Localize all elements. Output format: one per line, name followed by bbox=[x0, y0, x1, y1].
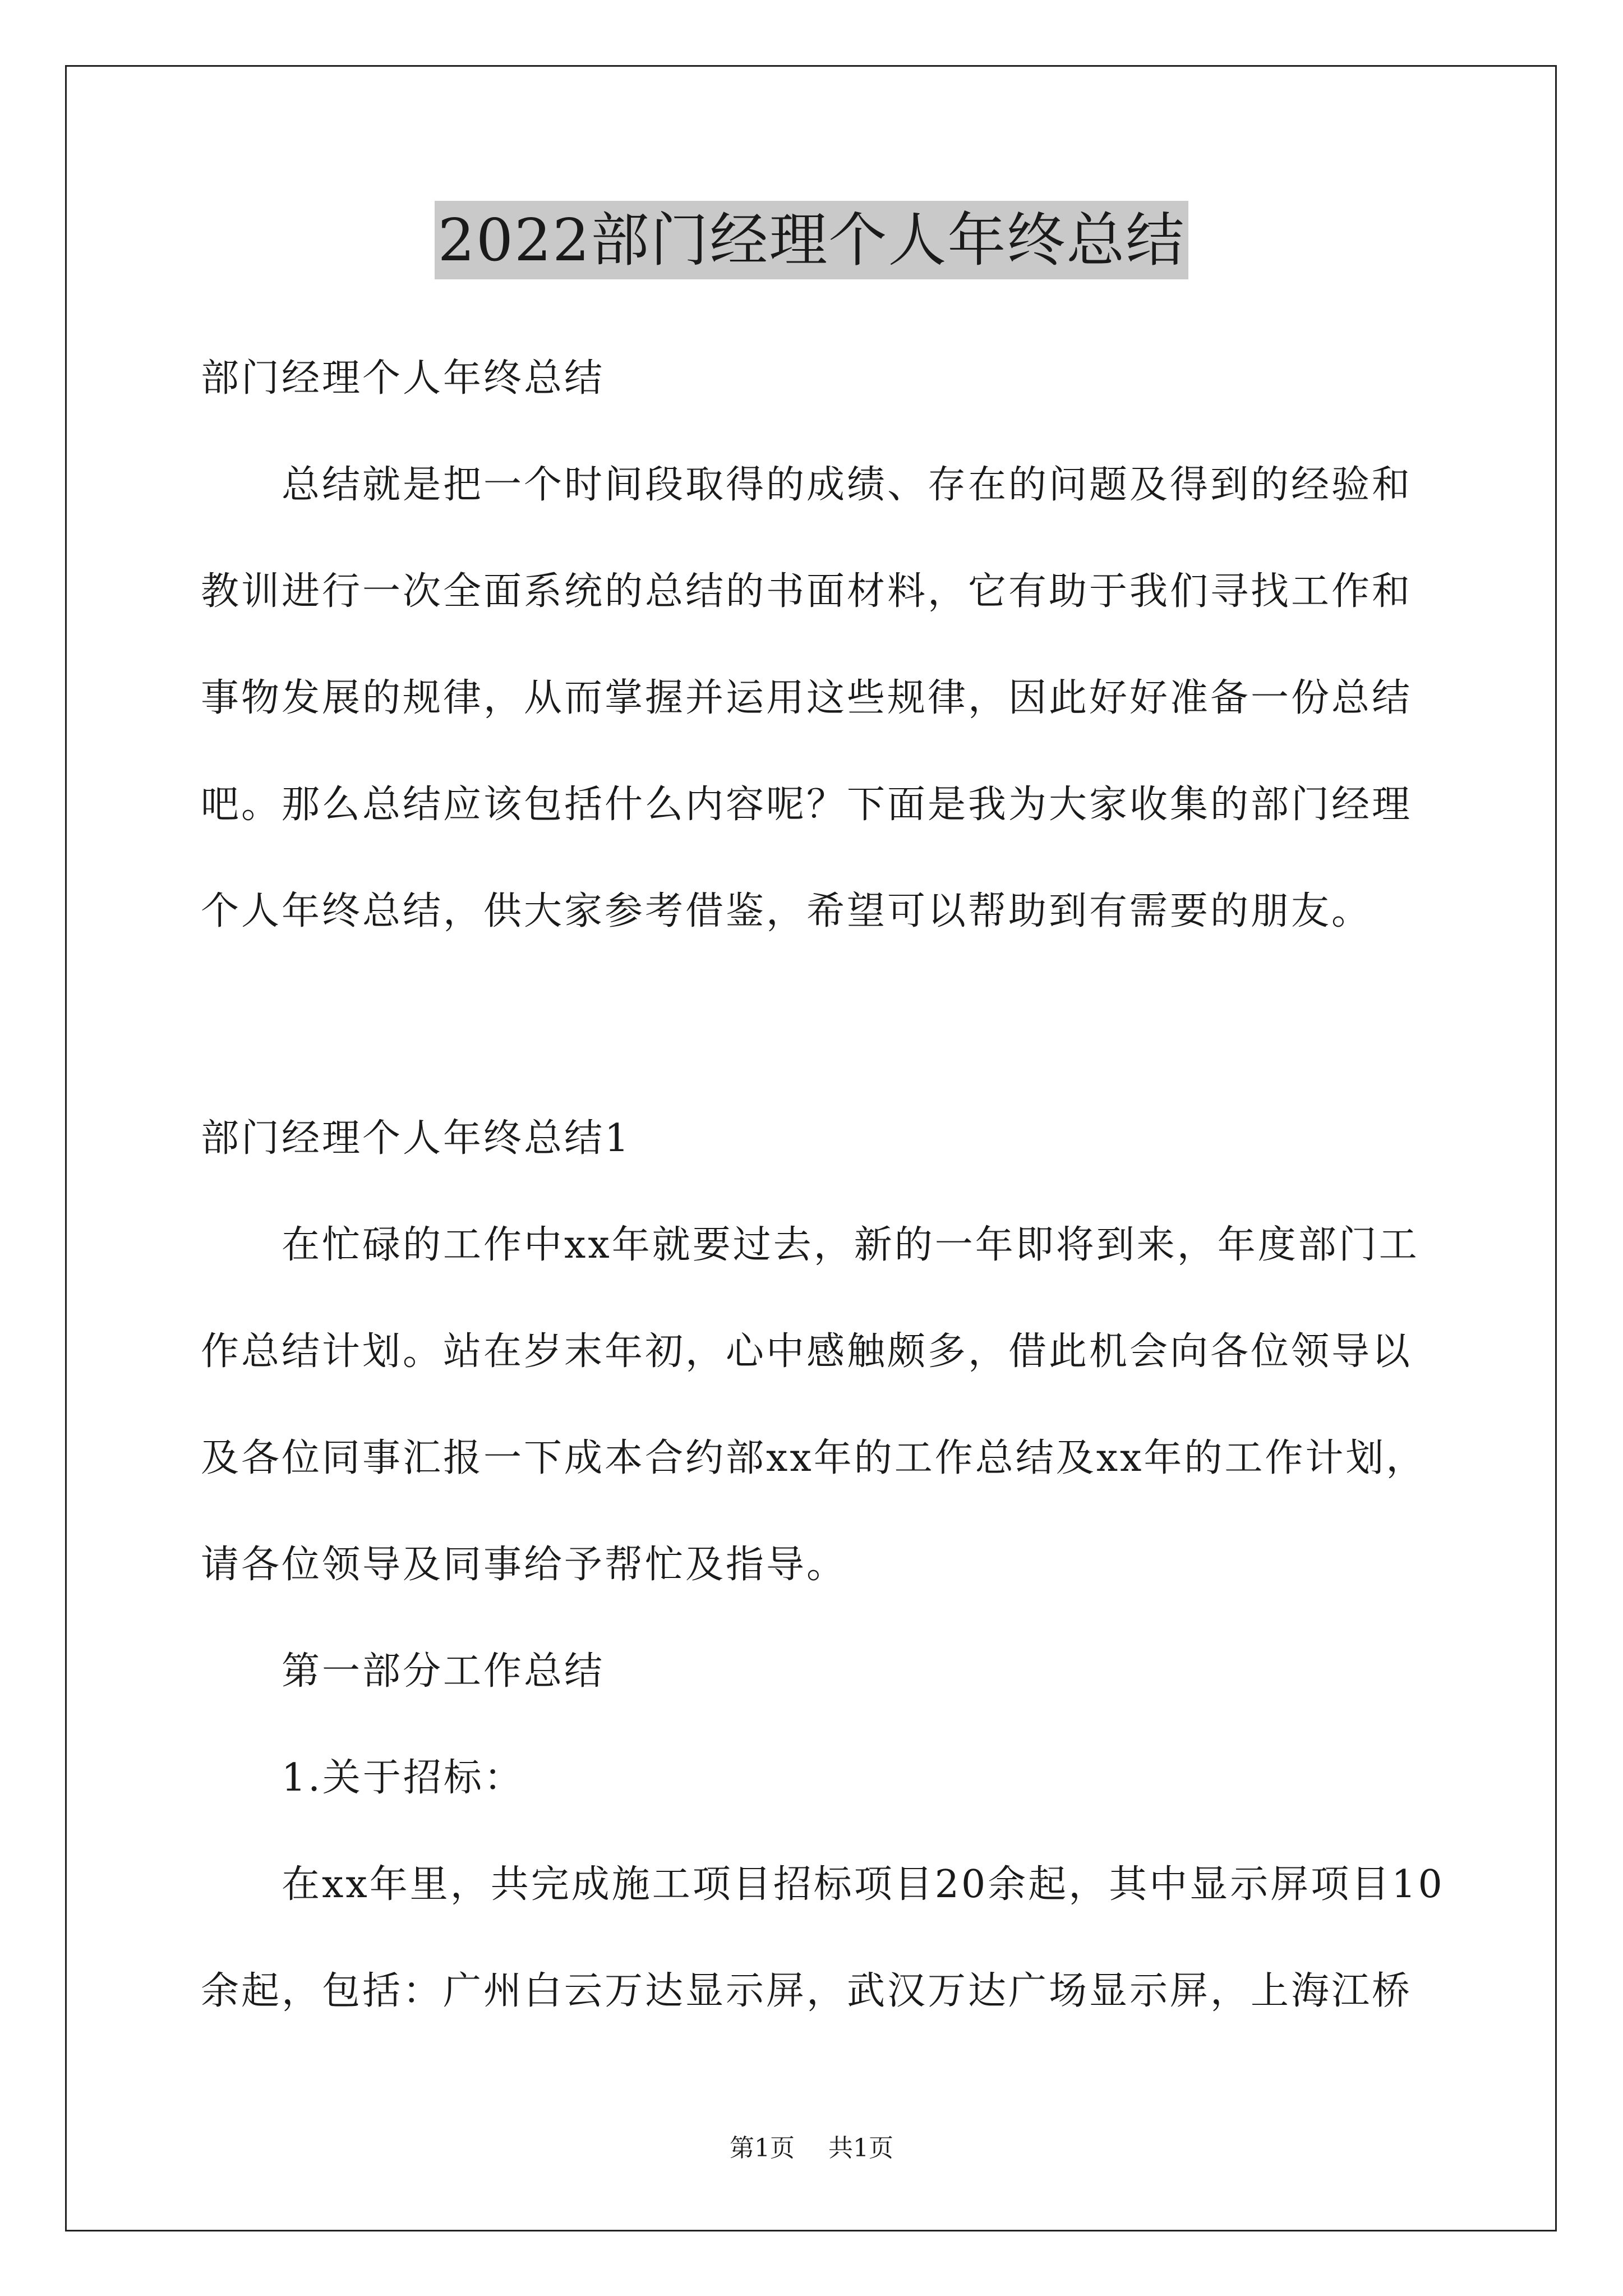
intro-paragraph bbox=[201, 432, 1435, 965]
page-footer bbox=[0, 2132, 1623, 2165]
section1-line: 请各位领导及同事给予帮忙及指导。 bbox=[201, 1543, 847, 1587]
intro-line: 吧。那么总结应该包括什么内容呢？下面是我为大家收集的部门经理 bbox=[201, 783, 1413, 827]
page-number: 第1页 bbox=[730, 2134, 795, 2162]
part1-heading: 第一部分工作总结 bbox=[282, 1649, 605, 1694]
page-total: 共1页 bbox=[828, 2134, 893, 2162]
intro-line: 教训进行一次全面系统的总结的书面材料，它有助于我们寻找工作和 bbox=[201, 569, 1413, 614]
section1-paragraph bbox=[201, 1192, 1435, 1618]
item1-line: 在xx年里，共完成施工项目招标项目20余起，其中显示屏项目10 bbox=[282, 1862, 1445, 1907]
title-wrapper bbox=[0, 201, 1623, 279]
section1-line: 作总结计划。站在岁末年初，心中感触颇多，借此机会向各位领导以 bbox=[201, 1329, 1413, 1374]
part-heading bbox=[201, 1618, 1435, 1725]
item1-line: 余起，包括：广州白云万达显示屏，武汉万达广场显示屏，上海江桥 bbox=[201, 1969, 1413, 2013]
item-heading bbox=[201, 1725, 1435, 1832]
intro-line: 事物发展的规律，从而掌握并运用这些规律，因此好好准备一份总结 bbox=[201, 676, 1413, 720]
intro-line: 个人年终总结，供大家参考借鉴，希望可以帮助到有需要的朋友。 bbox=[201, 889, 1372, 933]
section1-line: 在忙碌的工作中xx年就要过去，新的一年即将到来，年度部门工 bbox=[282, 1223, 1419, 1267]
item1-heading: 1.关于招标： bbox=[282, 1756, 524, 1800]
intro-line: 总结就是把一个时间段取得的成绩、存在的问题及得到的经验和 bbox=[282, 463, 1413, 507]
item1-paragraph bbox=[201, 1832, 1445, 2045]
section-heading: 部门经理个人年终总结1 bbox=[201, 1116, 631, 1161]
document-title: 2022部门经理个人年终总结 bbox=[435, 201, 1189, 279]
section1-line: 及各位同事汇报一下成本合约部xx年的工作总结及xx年的工作计划， bbox=[201, 1436, 1427, 1480]
document-subtitle: 部门经理个人年终总结 bbox=[201, 356, 605, 401]
